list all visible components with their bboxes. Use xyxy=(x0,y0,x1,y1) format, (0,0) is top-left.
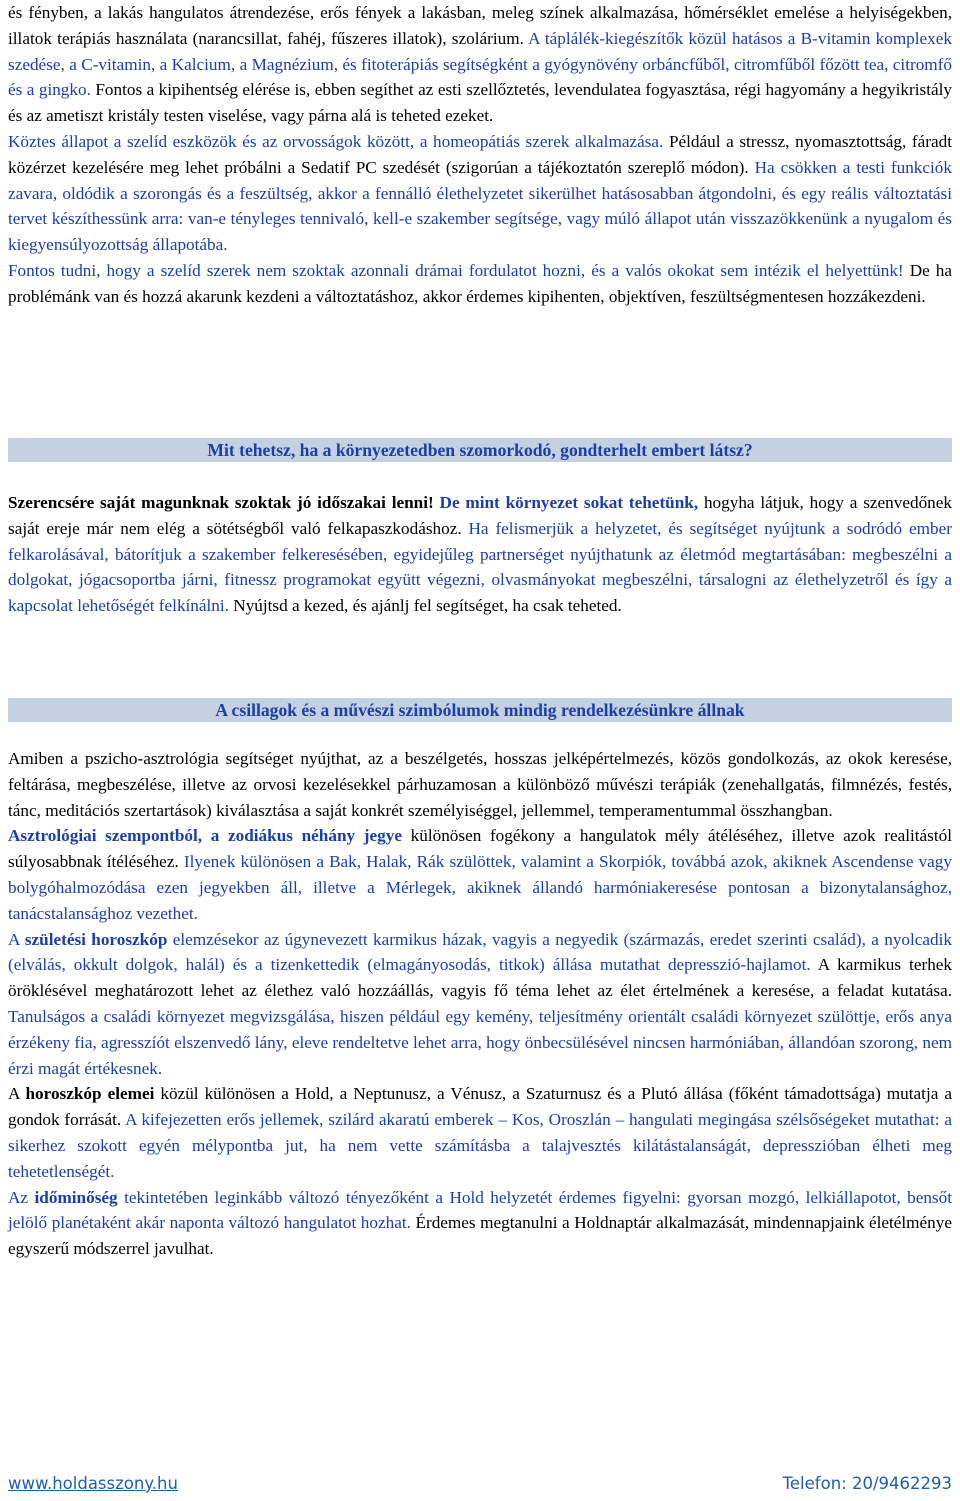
text-segment: A karmikus terhek öröklésével meghatározott lehet az élethez való hozzáállás, vagyis fő téma lehet az élet értelmének a keresése, a feladat kutatása. xyxy=(8,955,953,1001)
text-segment: A xyxy=(8,929,25,949)
bold-phrase: horoszkóp elemei xyxy=(25,1084,155,1104)
section-help xyxy=(8,490,952,619)
section-heading-astrology xyxy=(8,698,952,722)
bold-phrase: időminőség xyxy=(34,1187,118,1207)
text-segment: különösen fogékony a hangulatok mély átéléséhez, illetve azok realitástól súlyosabbnak ítéléséhez. xyxy=(8,826,952,872)
text-segment: A xyxy=(8,1084,26,1104)
paragraph-help xyxy=(8,490,952,619)
text-segment: Ilyenek különösen a Bak, Halak, Rák szülöttek, valamint a Skorpiók, továbbá azok, akiknek Ascendense vagy bolygóhalmozódása ezen jegyekben áll, illetve a Mérlegek, akiknek állandó harmóniakeresése pontosan a bizonytalansághoz, tanácstalansághoz vezethet. xyxy=(8,852,952,923)
text-segment: Érdemes megtanulni a Holdnaptár alkalmazását, mindennapjaink életélménye egyszerű módszerrel javulhat. xyxy=(8,1213,952,1259)
text-segment: Ha felismerjük a helyzetet, és segítséget nyújtunk a sodródó ember felkarolásával, bátorítjuk a szakember felkeresésében, egyidejűleg partnerséget nyújthatunk az életmód megtartásában: megbeszélni a dolgokat, jógacsoportba járni, fitnessz programokat együtt végezni, olvasmányokat megbeszélni, társalogni az élethelyzetről és így a kapcsolat lehetőségét felkínálni. xyxy=(8,518,952,616)
text-segment: tekintetében leginkább változó tényezőként a Hold helyzetét érdemes figyelni: gyorsan mozgó, lelkiállapotot, bensőt jelölő planétaként akár naponta változó hangulatot hozhat. xyxy=(8,1187,952,1233)
text-segment: A táplálék-kiegészítők közül hatásos a B-vitamin komplexek szedése, a C-vitamin, a Kalcium, a Magnézium, és fitoterápiás segítségként a gyógynövény orbáncfűből, citromfűből főzött tea, citromfő és a gingko. xyxy=(8,28,952,100)
text-segment: Tanulságos a családi környezet megvizsgálása, hiszen például egy kemény, teljesítmény orientált családi környezet szülöttje, erős anya érzékeny fia, agresszíót elszenvedő lány, eleve rendeltetve lehet arra, hogy önbecsülésével nincsen harmóniában, állandóan szorong, nem érzi magát értékesnek. xyxy=(8,1006,952,1078)
text-segment: elemzésekor az úgynevezett karmikus házak, vagyis a negyedik (származás, eredet szerinti család), a nyolcadik (elválás, okkult dolgok, halál) és a tizenkettedik (elmagányosodás, titkok) állása mutathat depresszió-hajlamot. xyxy=(8,929,952,975)
text-segment: közül különösen a Hold, a Neptunusz, a Vénusz, a Szaturnusz és a Plutó állása (főként támadottsága) mutatja a gondok forrását. xyxy=(8,1084,952,1130)
text-segment: hogyha látjuk, hogy a szenvedőnek saját ereje már nem elég a sötétségből való felkapaszkodáshoz. xyxy=(8,493,952,538)
paragraph-relaxation xyxy=(8,0,952,129)
heading-text: A csillagok és a művészi szimbólumok mindig rendelkezésünkre állnak xyxy=(215,700,745,720)
text-segment: Fontos tudni, hogy a szelíd szerek nem szoktak azonnali drámai fordulatot hozni, és a valós okokat sem intézik el helyettünk! xyxy=(8,260,910,280)
paragraph-gentle-remedies xyxy=(8,258,952,310)
heading-text: Mit tehetsz, ha a környezetedben szomorkodó, gondterhelt embert látsz? xyxy=(207,440,753,460)
text-segment: De ha problémánk van és hozzá akarunk kezdeni a változtatáshoz, akkor érdemes kipihenten, objektíven, feszültségmentesen hozzákezdeni. xyxy=(8,260,952,306)
website-link[interactable]: www.holdasszony.hu xyxy=(8,1474,178,1493)
section-intro xyxy=(8,0,952,310)
phone-number: Telefon: 20/9462293 xyxy=(782,1474,952,1493)
text-segment: Nyújtsd a kezed, és ajánlj fel segítséget, ha csak teheted. xyxy=(233,596,622,616)
paragraph-chart-elements xyxy=(8,1081,952,1184)
text-segment: Amiben a pszicho-asztrológia segítséget nyújthat, az a beszélgetés, hosszas jelképértelmezés, közös gondolkozás, az okok keresése, feltárása, megbeszélése, illetve az orvosi kezelésekkel párhuzamosan a különböző művészi terápiák (zenehallgatás, filmnézés, festés, tánc, meditációs szertartások) kiválasztása a saját konkrét személyiséggel, jellemmel, temperamentummal összhangban. xyxy=(8,749,952,820)
bold-phrase: Szerencsére saját magunknak szoktak jó időszakai lenni! xyxy=(8,493,440,512)
text-segment: Például a stressz, nyomasztottság, fáradt közérzet kezelésére meg lehet próbálni a Sedatif PC szedését (szigorúan a tájékoztatón szereplő módon). xyxy=(8,131,952,177)
paragraph-homeopathy xyxy=(8,129,952,258)
text-segment: Ha csökken a testi funkciók zavara, oldódik a szorongás és a feszültség, akkor a fennálló élethelyzetet sikerülhet hatásosabban átgondolni, és egy reális változtatási tervet készíthessünk arra: van-e tényleges tennivaló, kell-e szakember segítsége, vagy múló állapot után visszazökkenünk a nyugalom és kiegyensúlyozottság állapotába. xyxy=(8,157,952,255)
bold-phrase: születési horoszkóp xyxy=(24,929,168,949)
text-segment: és fényben, a lakás hangulatos átrendezése, erős fények a lakásban, meleg színek alkalmazása, hőmérséklet emelése a helyiségekben, illatok terápiás használata (narancsillat, fahéj, fűszeres illatok), szolárium. xyxy=(8,3,952,48)
text-segment: Az xyxy=(8,1187,35,1207)
text-segment: A kifejezetten erős jellemek, szilárd akaratú emberek – Kos, Oroszlán – hangulati megingása szélsőségeket mutathat: a sikerhez szokott egyén mélypontba jut, ha nem vette számításba a talajvesztés kilátástalanságát, depresszióban élheti meg tehetetlenségét. xyxy=(8,1110,952,1181)
text-segment: Köztes állapot a szelíd eszközök és az orvosságok között, a homeopátiás szerek alkalmazása. xyxy=(8,131,669,151)
page-footer xyxy=(8,1474,952,1498)
section-heading-help xyxy=(8,438,952,462)
bold-phrase: Asztrológiai szempontból, a zodiákus néhány jegye xyxy=(8,826,402,846)
bold-phrase: De mint környezet sokat tehetünk, xyxy=(439,493,699,512)
paragraph-psycho-astrology xyxy=(8,746,952,823)
paragraph-zodiac xyxy=(8,823,952,926)
section-astrology xyxy=(8,746,952,1262)
paragraph-time-quality xyxy=(8,1185,952,1262)
text-segment: Fontos a kipihentség elérése is, ebben segíthet az esti szellőztetés, levendulatea fogyasztása, régi hagyomány a hegyikristály és az ametiszt kristály testen viselése, vagy párna alá is teheted ezeket. xyxy=(8,80,952,126)
paragraph-birth-chart xyxy=(8,927,952,1082)
